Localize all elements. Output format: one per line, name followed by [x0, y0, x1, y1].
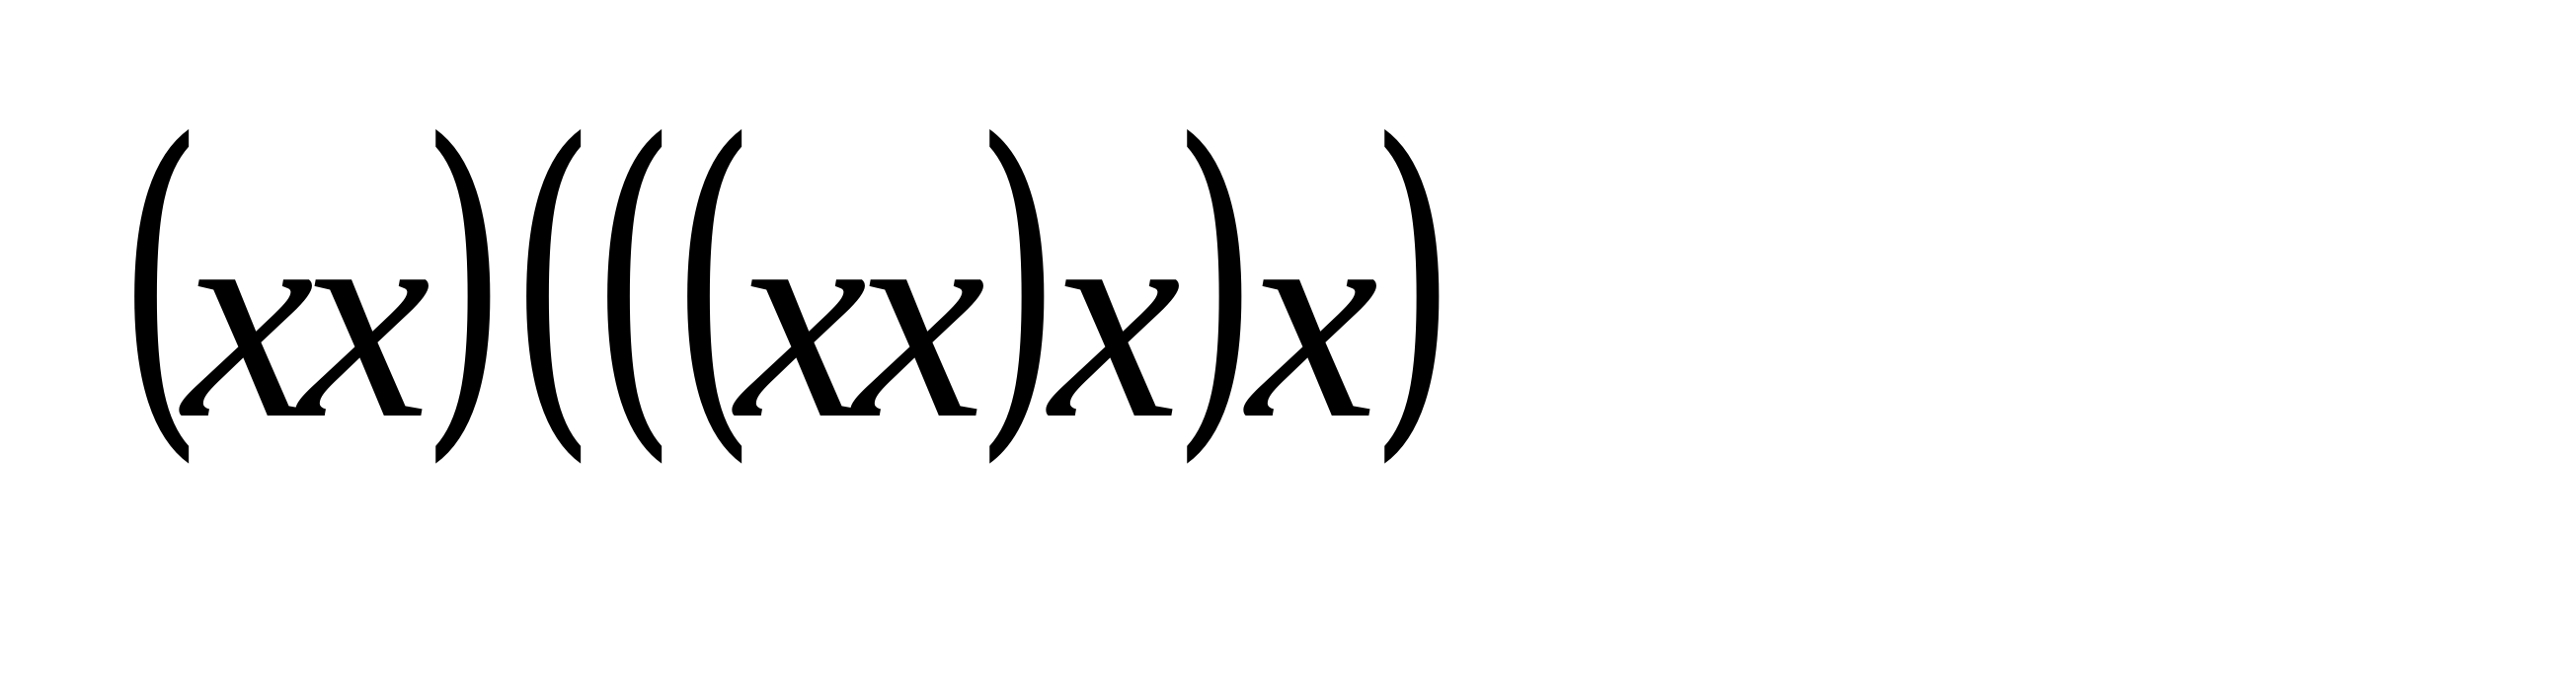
open-paren: ( [669, 69, 758, 493]
variable-x: x [1050, 152, 1182, 480]
open-paren: ( [117, 69, 205, 493]
variable-x: x [183, 152, 315, 480]
close-paren: ) [1368, 69, 1457, 493]
variable-x: x [854, 152, 986, 480]
close-paren: ) [1171, 69, 1260, 493]
variable-x: x [1247, 152, 1379, 480]
close-paren: ) [974, 69, 1062, 493]
open-paren: ( [508, 69, 597, 493]
variable-x: x [299, 152, 431, 480]
variable-x: x [736, 152, 868, 480]
close-paren: ) [420, 69, 508, 493]
open-paren: ( [589, 69, 678, 493]
